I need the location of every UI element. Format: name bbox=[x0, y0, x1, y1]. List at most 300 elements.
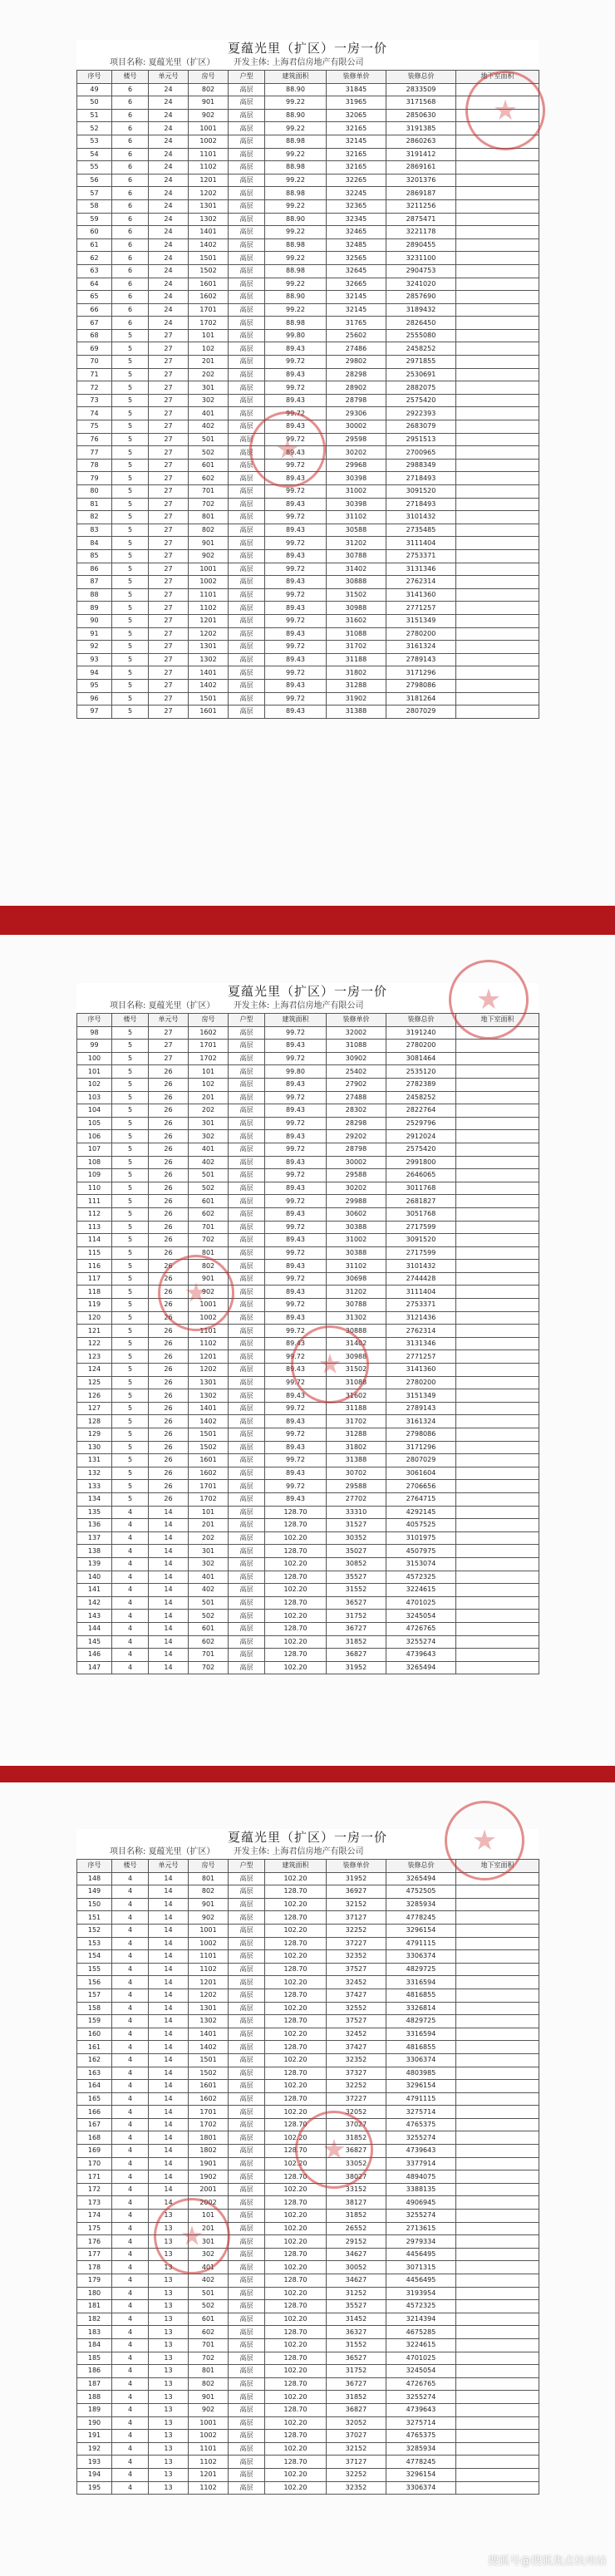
table-cell: 99.72 bbox=[265, 407, 327, 420]
table-cell: 36727 bbox=[327, 1622, 386, 1635]
table-cell: 4 bbox=[112, 1649, 149, 1662]
table-cell: 4791115 bbox=[386, 1937, 456, 1950]
table-cell: 302 bbox=[189, 1130, 229, 1143]
table-cell: 97 bbox=[77, 705, 112, 719]
table-cell bbox=[456, 1428, 539, 1442]
table-cell: 91 bbox=[77, 627, 112, 641]
table-cell: 50 bbox=[77, 96, 112, 110]
table-cell: 150 bbox=[77, 1898, 112, 1911]
table-cell: 99.72 bbox=[265, 666, 327, 680]
table-cell: 14 bbox=[149, 2080, 189, 2093]
table-cell: 4 bbox=[112, 1596, 149, 1610]
table-row bbox=[77, 2248, 539, 2261]
column-header: 序号 bbox=[77, 1014, 112, 1027]
table-cell: 2717599 bbox=[386, 1221, 456, 1234]
table-cell: 1701 bbox=[189, 303, 229, 317]
table-cell: 32165 bbox=[327, 161, 386, 175]
table-cell: 高层 bbox=[229, 1143, 265, 1156]
table-cell: 1602 bbox=[189, 291, 229, 304]
table-row bbox=[77, 588, 539, 602]
table-cell: 30052 bbox=[327, 2261, 386, 2274]
table-cell: 3255274 bbox=[386, 2210, 456, 2223]
table-cell: 高层 bbox=[229, 1872, 265, 1885]
table-cell: 3189432 bbox=[386, 303, 456, 317]
table-cell: 1101 bbox=[189, 1950, 229, 1964]
table-cell: 高层 bbox=[229, 537, 265, 550]
table-cell: 63 bbox=[77, 264, 112, 278]
table-cell bbox=[456, 1622, 539, 1635]
table-cell bbox=[456, 627, 539, 641]
developer-label: 开发主体: bbox=[233, 58, 270, 67]
table-cell: 14 bbox=[149, 1661, 189, 1674]
table-cell: 5 bbox=[112, 666, 149, 680]
table-cell: 102.20 bbox=[265, 2416, 327, 2430]
table-cell: 32245 bbox=[327, 187, 386, 200]
table-cell: 2762314 bbox=[386, 1325, 456, 1338]
table-cell: 高层 bbox=[229, 317, 265, 330]
table-cell: 128.70 bbox=[265, 2430, 327, 2443]
table-cell: 102.20 bbox=[265, 2442, 327, 2456]
table-cell: 2753371 bbox=[386, 1299, 456, 1312]
table-cell: 31302 bbox=[327, 1311, 386, 1325]
table-cell: 128.70 bbox=[265, 2352, 327, 2365]
table-cell bbox=[456, 148, 539, 161]
table-row bbox=[77, 1195, 539, 1208]
table-cell: 6 bbox=[112, 199, 149, 213]
table-cell: 146 bbox=[77, 1649, 112, 1662]
table-cell: 75 bbox=[77, 420, 112, 434]
table-cell: 3201376 bbox=[386, 174, 456, 187]
table-cell: 36827 bbox=[327, 2145, 386, 2158]
table-cell bbox=[456, 2145, 539, 2158]
table-cell: 高层 bbox=[229, 368, 265, 381]
project-label: 项目名称: bbox=[110, 1001, 146, 1010]
table-cell: 102.20 bbox=[265, 1976, 327, 1989]
table-cell: 高层 bbox=[229, 2041, 265, 2054]
table-cell: 高层 bbox=[229, 1610, 265, 1623]
table-cell: 105 bbox=[77, 1117, 112, 1130]
table-cell: 3171296 bbox=[386, 1441, 456, 1454]
table-cell bbox=[456, 614, 539, 627]
table-cell: 高层 bbox=[229, 1937, 265, 1950]
table-cell bbox=[456, 1337, 539, 1350]
table-row bbox=[77, 2261, 539, 2274]
table-cell: 6 bbox=[112, 238, 149, 252]
table-cell bbox=[456, 549, 539, 563]
table-cell: 1401 bbox=[189, 666, 229, 680]
table-cell: 29968 bbox=[327, 459, 386, 472]
table-cell: 133 bbox=[77, 1480, 112, 1493]
table-row bbox=[77, 1441, 539, 1454]
column-header: 楼号 bbox=[112, 1860, 149, 1873]
table-cell: 高层 bbox=[229, 1428, 265, 1442]
table-cell: 高层 bbox=[229, 381, 265, 395]
table-cell: 5 bbox=[112, 1467, 149, 1480]
table-cell: 128.70 bbox=[265, 1622, 327, 1635]
table-cell: 13 bbox=[149, 2416, 189, 2430]
column-header: 地下室面积 bbox=[456, 71, 539, 84]
table-cell: 132 bbox=[77, 1467, 112, 1480]
table-row bbox=[77, 2028, 539, 2041]
table-cell bbox=[456, 1143, 539, 1156]
table-cell: 182 bbox=[77, 2313, 112, 2326]
table-cell: 4 bbox=[112, 2313, 149, 2326]
table-cell: 102.20 bbox=[265, 2338, 327, 2352]
table-row bbox=[77, 1364, 539, 1377]
table-cell: 高层 bbox=[229, 1195, 265, 1208]
table-cell: 102.20 bbox=[265, 1924, 327, 1937]
table-row bbox=[77, 1519, 539, 1532]
table-row bbox=[77, 1350, 539, 1364]
table-cell: 27 bbox=[149, 614, 189, 627]
table-cell: 126 bbox=[77, 1389, 112, 1403]
table-cell: 30698 bbox=[327, 1272, 386, 1286]
table-cell: 5 bbox=[112, 329, 149, 342]
table-cell: 78 bbox=[77, 459, 112, 472]
table-cell: 高层 bbox=[229, 2145, 265, 2158]
table-cell: 13 bbox=[149, 2365, 189, 2378]
table-cell: 4 bbox=[112, 2468, 149, 2481]
table-row bbox=[77, 433, 539, 446]
table-row bbox=[77, 1557, 539, 1571]
table-cell: 14 bbox=[149, 2196, 189, 2210]
table-cell: 高层 bbox=[229, 303, 265, 317]
table-row bbox=[77, 2416, 539, 2430]
table-row bbox=[77, 1649, 539, 1662]
table-cell: 4 bbox=[112, 1622, 149, 1635]
table-cell: 502 bbox=[189, 446, 229, 460]
table-cell: 5 bbox=[112, 485, 149, 499]
table-row bbox=[77, 2157, 539, 2170]
table-cell: 高层 bbox=[229, 1622, 265, 1635]
table-cell: 102.20 bbox=[265, 2080, 327, 2093]
table-cell: 2869187 bbox=[386, 187, 456, 200]
table-row bbox=[77, 653, 539, 666]
table-cell: 1901 bbox=[189, 2157, 229, 2170]
table-cell: 3131346 bbox=[386, 563, 456, 576]
table-cell: 2857690 bbox=[386, 291, 456, 304]
table-row bbox=[77, 1571, 539, 1584]
table-cell: 141 bbox=[77, 1584, 112, 1597]
table-cell: 5 bbox=[112, 1143, 149, 1156]
table-cell: 14 bbox=[149, 2015, 189, 2028]
table-cell: 128.70 bbox=[265, 1506, 327, 1519]
table-row bbox=[77, 2430, 539, 2443]
table-cell: 3061604 bbox=[386, 1467, 456, 1480]
table-cell bbox=[456, 2352, 539, 2365]
table-cell: 99.22 bbox=[265, 122, 327, 135]
table-cell: 502 bbox=[189, 1182, 229, 1195]
table-cell: 502 bbox=[189, 1610, 229, 1623]
table-cell: 高层 bbox=[229, 1480, 265, 1493]
table-cell: 102.20 bbox=[265, 1872, 327, 1885]
table-cell: 31088 bbox=[327, 1376, 386, 1389]
table-cell: 102.20 bbox=[265, 2106, 327, 2119]
table-cell bbox=[456, 1441, 539, 1454]
table-cell: 1101 bbox=[189, 588, 229, 602]
table-cell: 高层 bbox=[229, 1337, 265, 1350]
table-cell: 1102 bbox=[189, 2456, 229, 2469]
table-cell bbox=[456, 2222, 539, 2235]
table-cell: 3181264 bbox=[386, 692, 456, 705]
table-cell: 157 bbox=[77, 1989, 112, 2002]
table-cell: 5 bbox=[112, 1402, 149, 1415]
table-cell bbox=[456, 485, 539, 499]
table-cell: 174 bbox=[77, 2210, 112, 2223]
table-cell bbox=[456, 2326, 539, 2339]
table-row bbox=[77, 524, 539, 537]
table-cell: 26 bbox=[149, 1325, 189, 1338]
table-cell bbox=[456, 1040, 539, 1053]
table-cell: 302 bbox=[189, 2248, 229, 2261]
table-cell: 高层 bbox=[229, 135, 265, 148]
table-row bbox=[77, 291, 539, 304]
table-cell: 31388 bbox=[327, 705, 386, 719]
table-row bbox=[77, 459, 539, 472]
table-cell: 高层 bbox=[229, 83, 265, 96]
table-cell: 31702 bbox=[327, 1415, 386, 1428]
table-cell: 89.43 bbox=[265, 420, 327, 434]
table-cell: 5 bbox=[112, 472, 149, 485]
table-cell: 70 bbox=[77, 356, 112, 369]
table-cell: 4726765 bbox=[386, 1622, 456, 1635]
table-cell: 1402 bbox=[189, 2041, 229, 2054]
table-cell: 高层 bbox=[229, 641, 265, 654]
table-row bbox=[77, 2041, 539, 2054]
column-header: 单元号 bbox=[149, 1860, 189, 1873]
table-cell: 89.43 bbox=[265, 368, 327, 381]
table-cell: 902 bbox=[189, 549, 229, 563]
table-cell: 117 bbox=[77, 1272, 112, 1286]
table-cell: 1201 bbox=[189, 174, 229, 187]
table-cell: 13 bbox=[149, 2326, 189, 2339]
table-cell: 24 bbox=[149, 96, 189, 110]
table-row bbox=[77, 666, 539, 680]
table-cell bbox=[456, 1885, 539, 1899]
table-cell: 28298 bbox=[327, 1117, 386, 1130]
table-cell: 4 bbox=[112, 2183, 149, 2196]
table-cell: 3171568 bbox=[386, 96, 456, 110]
table-cell: 201 bbox=[189, 2222, 229, 2235]
table-cell: 137 bbox=[77, 1531, 112, 1545]
table-cell: 99.72 bbox=[265, 588, 327, 602]
column-header: 建筑面积 bbox=[265, 71, 327, 84]
table-cell: 37227 bbox=[327, 2092, 386, 2106]
table-cell: 61 bbox=[77, 238, 112, 252]
table-cell: 24 bbox=[149, 174, 189, 187]
table-cell: 5 bbox=[112, 1299, 149, 1312]
table-cell bbox=[456, 96, 539, 110]
table-row bbox=[77, 1234, 539, 1247]
table-cell bbox=[456, 1610, 539, 1623]
table-cell: 2535120 bbox=[386, 1065, 456, 1079]
table-cell: 1302 bbox=[189, 1389, 229, 1403]
table-cell bbox=[456, 420, 539, 434]
table-cell: 128.70 bbox=[265, 2326, 327, 2339]
table-cell bbox=[456, 524, 539, 537]
table-cell: 1102 bbox=[189, 1963, 229, 1976]
table-cell: 高层 bbox=[229, 2028, 265, 2041]
table-cell: 32465 bbox=[327, 226, 386, 239]
price-sheet-page-2 bbox=[0, 935, 615, 1766]
table-cell: 高层 bbox=[229, 329, 265, 342]
table-cell: 高层 bbox=[229, 614, 265, 627]
table-cell: 3171296 bbox=[386, 666, 456, 680]
table-cell: 183 bbox=[77, 2326, 112, 2339]
table-cell bbox=[456, 1519, 539, 1532]
table-cell: 31002 bbox=[327, 485, 386, 499]
table-cell: 高层 bbox=[229, 2080, 265, 2093]
table-cell: 14 bbox=[149, 2067, 189, 2080]
table-cell: 31902 bbox=[327, 692, 386, 705]
table-cell: 103 bbox=[77, 1091, 112, 1104]
table-cell: 高层 bbox=[229, 1299, 265, 1312]
table-cell: 601 bbox=[189, 1622, 229, 1635]
table-cell: 4906945 bbox=[386, 2196, 456, 2210]
table-cell: 27 bbox=[149, 679, 189, 692]
table-cell: 4 bbox=[112, 1924, 149, 1937]
table-cell: 160 bbox=[77, 2028, 112, 2041]
table-row bbox=[77, 2145, 539, 2158]
table-cell bbox=[456, 226, 539, 239]
table-cell: 2780200 bbox=[386, 627, 456, 641]
table-cell: 5 bbox=[112, 1104, 149, 1118]
table-cell: 1601 bbox=[189, 278, 229, 291]
table-row bbox=[77, 1143, 539, 1156]
table-cell: 高层 bbox=[229, 1156, 265, 1169]
table-cell: 14 bbox=[149, 1950, 189, 1964]
table-cell: 102.20 bbox=[265, 2365, 327, 2378]
table-cell: 5 bbox=[112, 1492, 149, 1506]
table-cell: 128.70 bbox=[265, 1937, 327, 1950]
table-cell: 401 bbox=[189, 1571, 229, 1584]
table-header-row bbox=[77, 1014, 539, 1027]
table-cell: 14 bbox=[149, 1622, 189, 1635]
table-cell: 102.20 bbox=[265, 2468, 327, 2481]
table-cell: 5 bbox=[112, 1169, 149, 1182]
table-cell bbox=[456, 356, 539, 369]
table-cell: 99.72 bbox=[265, 1117, 327, 1130]
table-cell: 14 bbox=[149, 1519, 189, 1532]
table-cell: 高层 bbox=[229, 1311, 265, 1325]
table-cell: 25402 bbox=[327, 1065, 386, 1079]
table-cell bbox=[456, 1415, 539, 1428]
table-cell: 2753371 bbox=[386, 549, 456, 563]
table-cell: 32352 bbox=[327, 1950, 386, 1964]
table-row bbox=[77, 2053, 539, 2067]
table-cell: 100 bbox=[77, 1052, 112, 1065]
table-cell: 2529796 bbox=[386, 1117, 456, 1130]
table-cell: 32565 bbox=[327, 252, 386, 265]
table-cell bbox=[456, 213, 539, 226]
table-cell bbox=[456, 317, 539, 330]
table-cell: 128.70 bbox=[265, 1649, 327, 1662]
table-cell: 30202 bbox=[327, 446, 386, 460]
table-row bbox=[77, 1584, 539, 1597]
table-cell bbox=[456, 2170, 539, 2184]
table-cell: 5 bbox=[112, 563, 149, 576]
table-cell: 高层 bbox=[229, 2261, 265, 2274]
table-cell: 1002 bbox=[189, 576, 229, 589]
table-row bbox=[77, 1415, 539, 1428]
table-row bbox=[77, 2300, 539, 2313]
table-cell: 36527 bbox=[327, 2352, 386, 2365]
table-cell: 3306374 bbox=[386, 2481, 456, 2495]
table-cell: 2798086 bbox=[386, 1428, 456, 1442]
table-cell: 31965 bbox=[327, 96, 386, 110]
table-cell: 702 bbox=[189, 1661, 229, 1674]
table-cell: 151 bbox=[77, 1911, 112, 1925]
column-header: 装修单价 bbox=[327, 71, 386, 84]
table-cell: 2807029 bbox=[386, 1454, 456, 1467]
table-cell: 34627 bbox=[327, 2248, 386, 2261]
table-row bbox=[77, 549, 539, 563]
table-cell: 156 bbox=[77, 1976, 112, 1989]
column-header: 房号 bbox=[189, 1860, 229, 1873]
project-name: 夏蕴光里（扩区） bbox=[148, 1001, 215, 1010]
table-cell: 31452 bbox=[327, 2313, 386, 2326]
table-cell: 26 bbox=[149, 1130, 189, 1143]
table-row bbox=[77, 1272, 539, 1286]
table-row bbox=[77, 1480, 539, 1493]
table-cell bbox=[456, 2080, 539, 2093]
table-cell: 801 bbox=[189, 1872, 229, 1885]
table-cell: 高层 bbox=[229, 563, 265, 576]
source-watermark: 搜狐号@搜狐焦点杭州站 bbox=[487, 2555, 607, 2568]
table-cell: 24 bbox=[149, 264, 189, 278]
table-cell: 5 bbox=[112, 1065, 149, 1079]
table-cell: 24 bbox=[149, 187, 189, 200]
table-cell bbox=[456, 2041, 539, 2054]
table-row bbox=[77, 1492, 539, 1506]
table-cell: 高层 bbox=[229, 1924, 265, 1937]
table-cell: 3211256 bbox=[386, 199, 456, 213]
table-cell bbox=[456, 1207, 539, 1221]
table-cell: 1102 bbox=[189, 602, 229, 615]
table-cell: 13 bbox=[149, 2481, 189, 2495]
table-cell: 32065 bbox=[327, 109, 386, 122]
table-cell bbox=[456, 1976, 539, 1989]
table-cell: 86 bbox=[77, 563, 112, 576]
table-cell: 99.72 bbox=[265, 1428, 327, 1442]
table-cell: 31502 bbox=[327, 588, 386, 602]
table-cell: 2882075 bbox=[386, 381, 456, 395]
table-cell: 30388 bbox=[327, 1221, 386, 1234]
table-cell: 5 bbox=[112, 705, 149, 719]
table-cell: 128.70 bbox=[265, 1911, 327, 1925]
table-cell: 29988 bbox=[327, 1195, 386, 1208]
table-cell: 14 bbox=[149, 2145, 189, 2158]
table-row bbox=[77, 1976, 539, 1989]
table-cell: 4 bbox=[112, 1989, 149, 2002]
column-header: 楼号 bbox=[112, 71, 149, 84]
table-cell: 99.72 bbox=[265, 1272, 327, 1286]
table-cell: 99.72 bbox=[265, 1402, 327, 1415]
table-cell: 1302 bbox=[189, 213, 229, 226]
table-cell: 2744428 bbox=[386, 1272, 456, 1286]
table-cell: 99.72 bbox=[265, 511, 327, 524]
table-cell: 2826450 bbox=[386, 317, 456, 330]
table-cell: 高层 bbox=[229, 653, 265, 666]
table-cell: 31502 bbox=[327, 1364, 386, 1377]
table-cell: 3221178 bbox=[386, 226, 456, 239]
table-row bbox=[77, 329, 539, 342]
table-cell: 24 bbox=[149, 135, 189, 148]
table-cell: 1502 bbox=[189, 264, 229, 278]
table-cell: 1402 bbox=[189, 1415, 229, 1428]
table-cell bbox=[456, 2287, 539, 2300]
table-cell: 13 bbox=[149, 2456, 189, 2469]
